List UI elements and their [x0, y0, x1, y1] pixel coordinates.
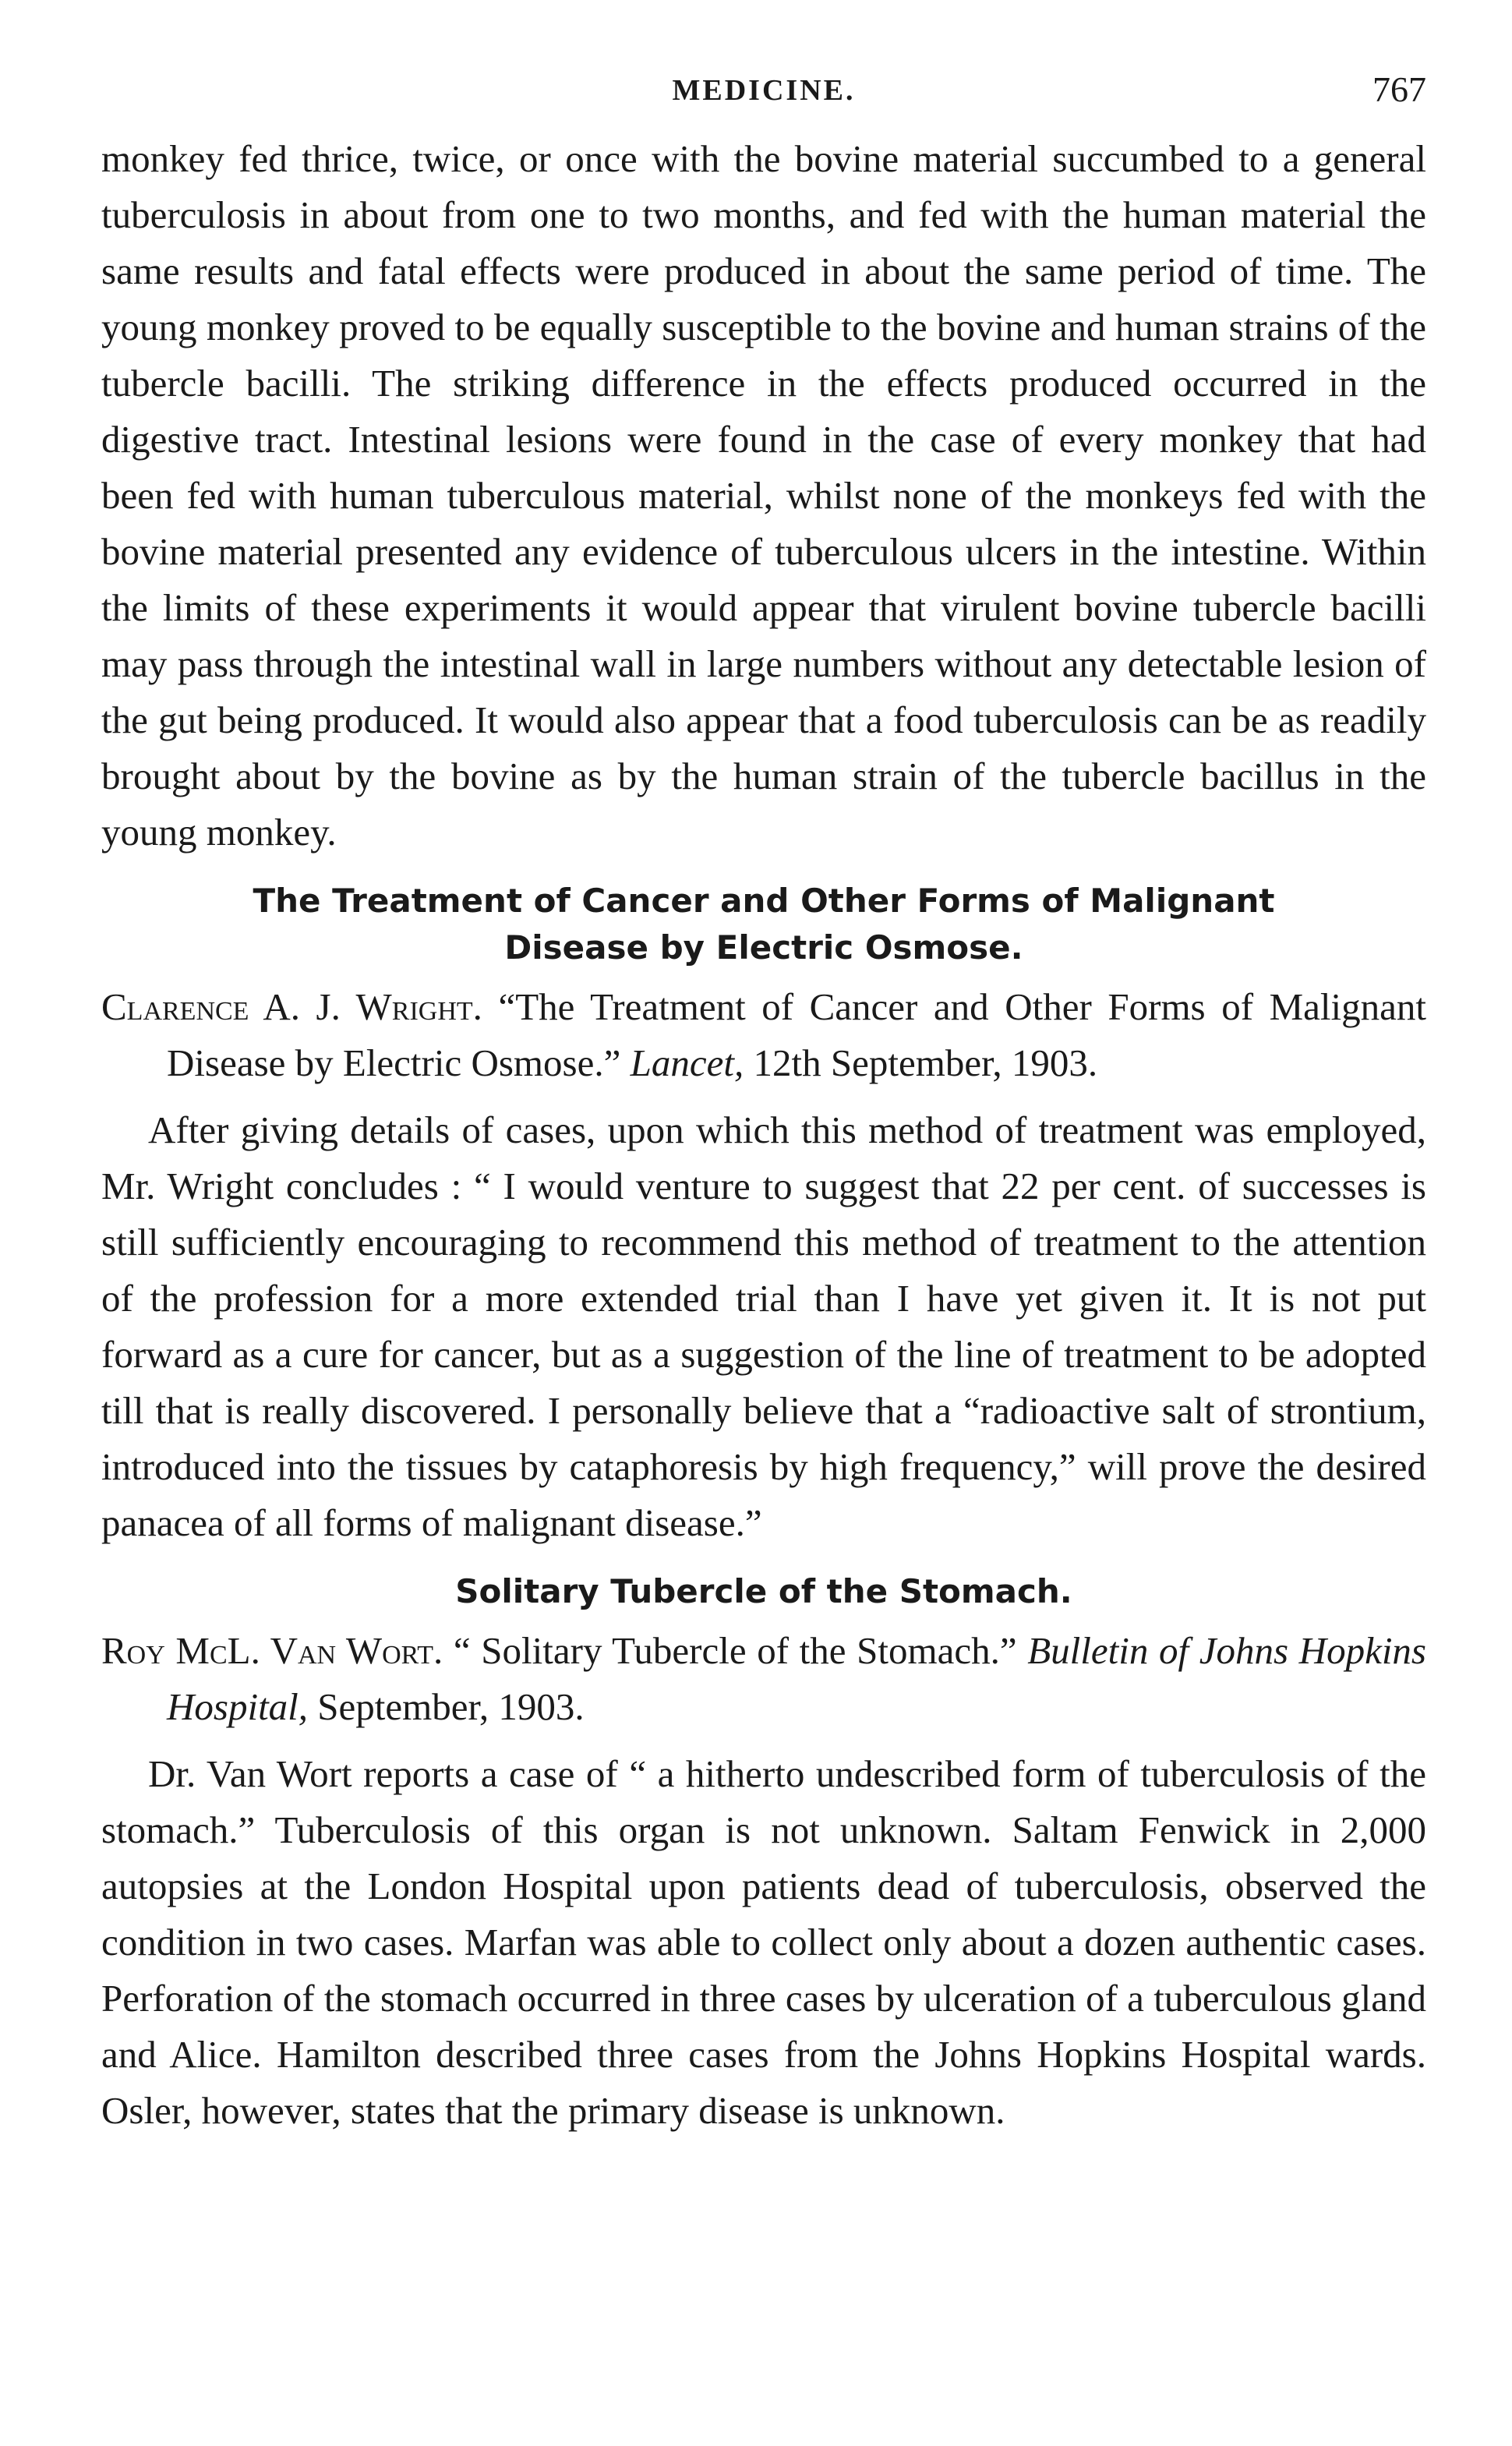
running-title: MEDICINE.	[672, 74, 856, 107]
running-head	[101, 69, 1426, 131]
citation-wright	[101, 979, 1426, 1091]
citation-journal: Lancet,	[630, 1041, 744, 1084]
van-wort-paragraph: Dr. Van Wort reports a case of “ a hitherto undescribed form of tuberculosis of the stomach.” Tuberculosis of this organ is not unknown. Saltam Fenwick in 2,000 autopsies at the London Hospital upon patients dead of tuberculosis, observed the condition in two cases. Marfan was able to collect only about a dozen authentic cases. Perforation of the stomach occurred in three cases by ulceration of a tuberculous gland and Alice. Hamilton described three cases from the Johns Hopkins Hospital wards. Osler, however, states that the primary disease is unknown.	[101, 1752, 1426, 2132]
book-page	[101, 69, 1426, 2139]
section-heading-line-1: The Treatment of Cancer and Other Forms of Malignant	[253, 882, 1275, 920]
citation-journal: Bulletin of Johns Hopkins Hospital,	[167, 1629, 1426, 1728]
wright-paragraph: After giving details of cases, upon which this method of treatment was employed, Mr. Wright concludes : “ I would venture to suggest that 22 per cent. of successes is still sufficiently encouraging to recommend this method of treatment to the attention of the profession for a more extended trial than I have yet given it. It is not put forward as a cure for cancer, but as a suggestion of the line of treatment to be adopted till that is really discovered. I personally believe that a “radioactive salt of strontium, introduced into the tissues by cataphoresis by high frequency,” will prove the desired panacea of all forms of malignant disease.”	[101, 1108, 1426, 1544]
citation-author: Clarence A. J. Wright.	[101, 985, 482, 1028]
section-heading-cancer-treatment	[101, 878, 1426, 971]
citation-date: 12th September, 1903.	[744, 1041, 1098, 1084]
section-heading-solitary-tubercle: Solitary Tubercle of the Stomach.	[455, 1572, 1072, 1610]
continuation-paragraph: monkey fed thrice, twice, or once with the bovine material succumbed to a general tuberculosis in about from one to two months, and fed with the human material the same results and fatal effects were produced in about the same period of time. The young monkey proved to be equally susceptible to the bovine and human strains of the tubercle bacilli. The striking difference in the effects produced occurred in the digestive tract. Intestinal lesions were found in the case of every monkey that had been fed with human tuberculous material, whilst none of the monkeys fed with the bovine material presented any evidence of tuberculous ulcers in the intestine. Within the limits of these experiments it would appear that virulent bovine tubercle bacilli may pass through the intestinal wall in large numbers without any detectable lesion of the gut being produced. It would also appear that a food tuberculosis can be as readily brought about by the bovine as by the human strain of the tubercle bacillus in the young monkey.	[101, 137, 1426, 854]
section-heading-line-2: Disease by Electric Osmose.	[504, 928, 1023, 967]
page-number: 767	[1372, 69, 1426, 109]
citation-title: “The Treatment of Cancer and Other Forms of Malignant Disease by Electric Osmose.”	[167, 985, 1426, 1084]
citation-author: Roy McL. Van Wort.	[101, 1629, 443, 1672]
citation-title: “ Solitary Tubercle of the Stomach.”	[443, 1629, 1028, 1672]
citation-date: September, 1903.	[308, 1685, 585, 1728]
citation-van-wort	[101, 1623, 1426, 1735]
